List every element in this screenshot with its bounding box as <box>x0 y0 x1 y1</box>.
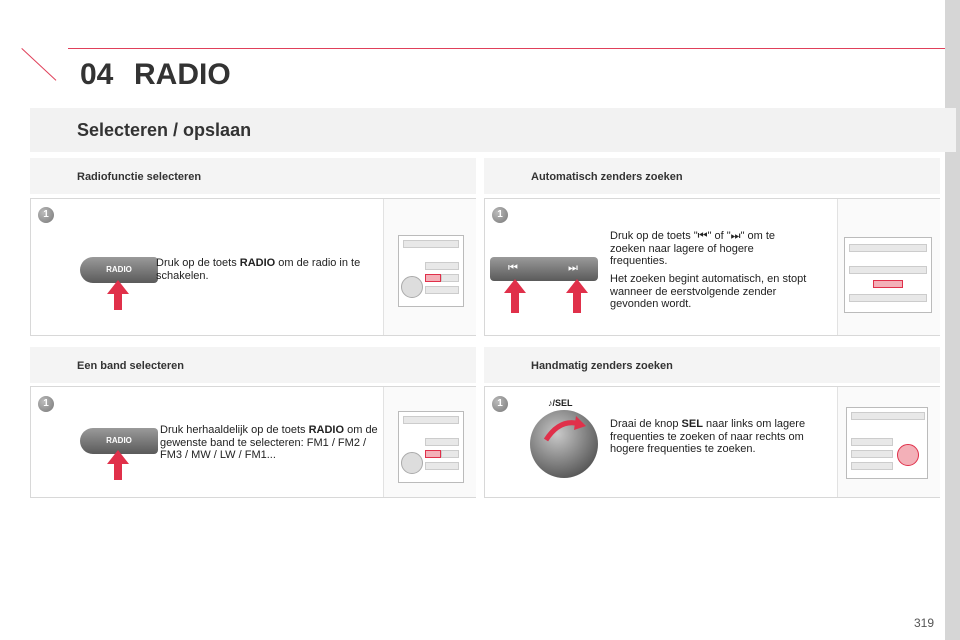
radio-button-illustration: RADIO <box>80 428 158 454</box>
block-subtitle: Radiofunctie selecteren <box>77 171 202 183</box>
arrow-stem <box>573 293 581 313</box>
chapter-number: 04 <box>80 58 114 91</box>
seek-backward-icon: ⏮ <box>508 262 518 274</box>
radio-front-illustration <box>398 235 464 307</box>
sel-knob-label: ♪/SEL <box>548 398 573 408</box>
instruction-text: Druk op de toets RADIO om de radio in te schakelen. <box>156 257 361 282</box>
block-subtitle: Handmatig zenders zoeken <box>531 360 673 372</box>
radio-diagram <box>837 199 940 335</box>
arrow-up-icon <box>107 280 129 294</box>
step-number-badge: 1 <box>38 396 54 412</box>
arrow-up-icon <box>107 450 129 464</box>
arrow-stem <box>511 293 519 313</box>
instruction-text: Het zoeken begint automatisch, en stopt wanneer de eerstvolgende zender gevonden wordt. <box>610 273 807 310</box>
instruction-text: Druk op de toets "⏮" of "⏭" om te zoeken naar lagere of hogere frequenties. <box>610 230 776 267</box>
seek-forward-icon: ⏭ <box>568 262 578 274</box>
block-subtitle: Een band selecteren <box>77 360 184 372</box>
radio-front-illustration <box>846 407 928 479</box>
radio-diagram <box>383 199 476 335</box>
instruction-text: Druk herhaaldelijk op de toets RADIO om de gewenste band te selecteren: FM1 / FM2 / FM3 / MW / LW / FM1... <box>160 424 378 461</box>
header-rule-slant <box>21 48 56 81</box>
radio-diagram <box>383 387 476 497</box>
page-number: 319 <box>913 616 934 630</box>
step-number-badge: 1 <box>492 396 508 412</box>
seek-buttons-illustration <box>490 257 598 281</box>
block-subtitle: Automatisch zenders zoeken <box>531 171 683 183</box>
rotate-arrow-icon <box>540 414 588 446</box>
radio-diagram <box>837 387 940 497</box>
step-number-badge: 1 <box>492 207 508 223</box>
step-number-badge: 1 <box>38 207 54 223</box>
chapter-title: RADIO <box>134 58 231 91</box>
arrow-up-icon <box>566 279 588 293</box>
arrow-stem <box>114 464 122 480</box>
header-rule <box>68 48 945 49</box>
section-title: Selecteren / opslaan <box>77 120 252 140</box>
instruction-text: Draai de knop SEL naar links om lagere frequenties te zoeken of naar rechts om hogere frequenties te zoeken. <box>610 418 806 455</box>
arrow-up-icon <box>504 279 526 293</box>
radio-front-illustration <box>398 411 464 483</box>
arrow-stem <box>114 294 122 310</box>
radio-front-illustration <box>844 237 932 313</box>
radio-button-illustration: RADIO <box>80 257 158 283</box>
page-sidebar <box>945 0 960 640</box>
